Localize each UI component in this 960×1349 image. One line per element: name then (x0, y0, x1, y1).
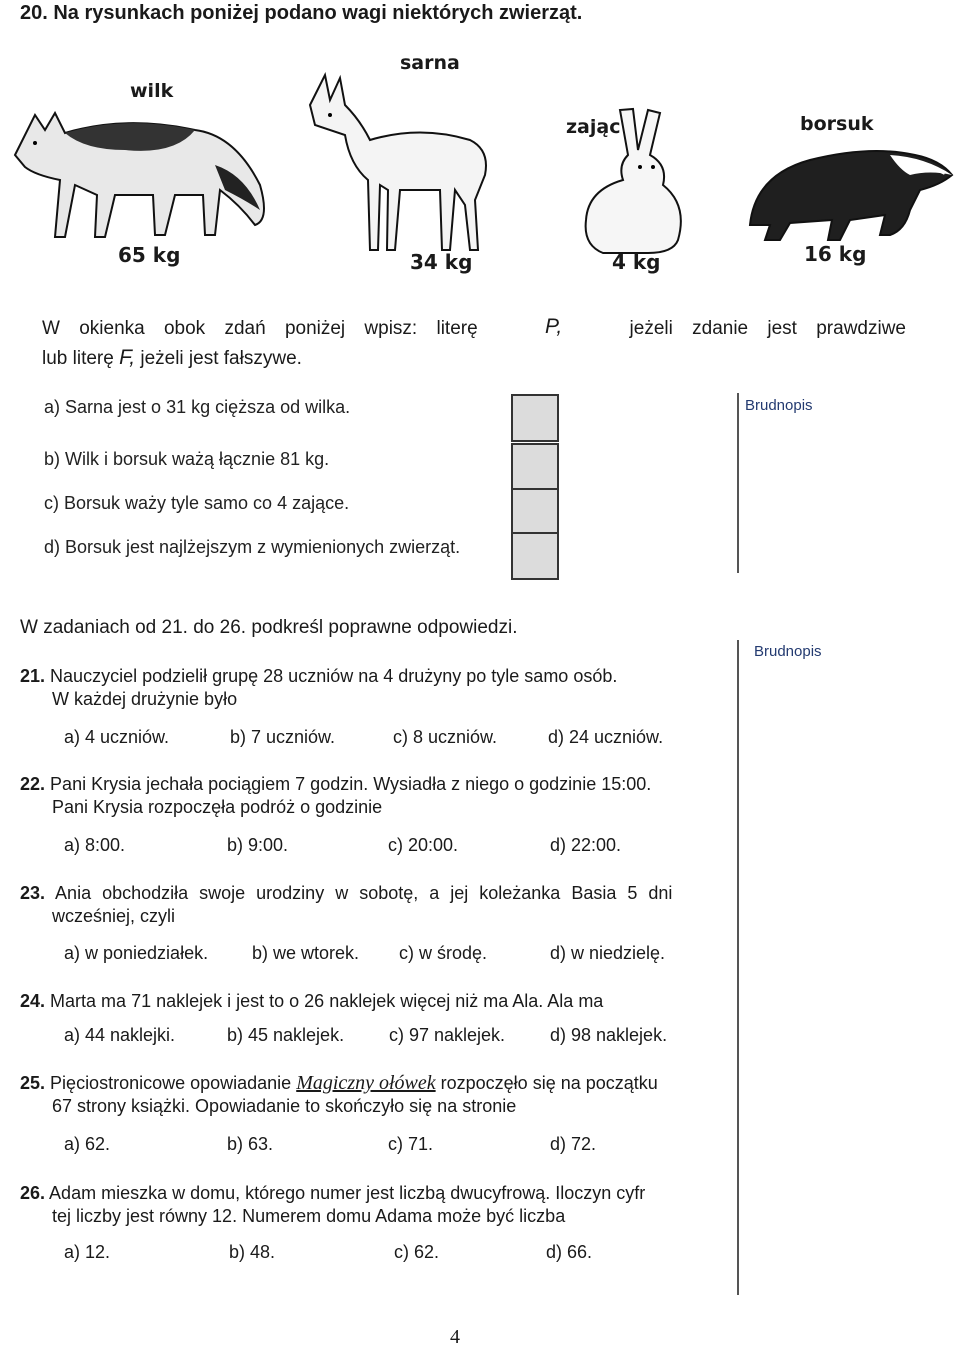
question-22-line-2: Pani Krysia rozpoczęła podróż o godzinie (52, 797, 383, 817)
q23-option-c[interactable]: c) w środę. (399, 943, 488, 963)
answer-box-a[interactable] (511, 394, 559, 442)
q21-option-c[interactable]: c) 8 uczniów. (393, 727, 498, 747)
page-number: 4 (450, 1326, 460, 1348)
story-title: Magiczny ołówek (296, 1072, 436, 1094)
deer-image (290, 70, 500, 260)
letter-f: F, (119, 346, 136, 369)
q25-option-b[interactable]: b) 63. (227, 1134, 274, 1154)
q22-option-b[interactable]: b) 9:00. (227, 835, 289, 855)
badger-image (740, 135, 955, 245)
q24-option-d[interactable]: d) 98 naklejek. (550, 1025, 668, 1045)
instruction-line-2: lub literę F, jeżeli jest fałszywe. (42, 346, 302, 369)
question-26: 26. Adam mieszka w domu, którego numer jest liczbą dwucyfrową. Iloczyn cyfr (20, 1183, 646, 1203)
q25-option-d[interactable]: d) 72. (550, 1134, 597, 1154)
rabbit-weight: 4 kg (612, 250, 661, 274)
badger-name: borsuk (800, 113, 874, 135)
scratch-divider-2 (737, 640, 739, 1295)
q26-option-c[interactable]: c) 62. (394, 1242, 440, 1262)
q25-option-a[interactable]: a) 62. (64, 1134, 111, 1154)
scratch-label-2: Brudnopis (754, 643, 822, 660)
q22-option-c[interactable]: c) 20:00. (388, 835, 459, 855)
q23-option-a[interactable]: a) w poniedziałek. (64, 943, 209, 963)
question-24: 24. Marta ma 71 naklejek i jest to o 26 naklejek więcej niż ma Ala. Ala ma (20, 991, 604, 1011)
letter-p: P, (545, 315, 563, 338)
statement-b: b) Wilk i borsuk ważą łącznie 81 kg. (44, 449, 330, 469)
q24-option-c[interactable]: c) 97 naklejek. (389, 1025, 506, 1045)
answer-box-d[interactable] (511, 532, 559, 580)
wolf-weight: 65 kg (118, 243, 181, 267)
question-22: 22. Pani Krysia jechała pociągiem 7 godzin. Wysiadła z niego o godzinie 15:00. (20, 774, 652, 794)
question-23: 23. Ania obchodziła swoje urodziny w sobotę, a jej koleżanka Basia 5 dni (20, 883, 673, 903)
q23-option-b[interactable]: b) we wtorek. (252, 943, 360, 963)
q23-option-d[interactable]: d) w niedzielę. (550, 943, 666, 963)
q21-option-d[interactable]: d) 24 uczniów. (548, 727, 664, 747)
q24-option-a[interactable]: a) 44 naklejki. (64, 1025, 176, 1045)
question-21-line-2: W każdej drużynie było (52, 689, 238, 709)
q21-option-a[interactable]: a) 4 uczniów. (64, 727, 170, 747)
q21-option-b[interactable]: b) 7 uczniów. (230, 727, 336, 747)
statement-a: a) Sarna jest o 31 kg cięższa od wilka. (44, 397, 351, 417)
badger-weight: 16 kg (804, 242, 867, 266)
q24-option-b[interactable]: b) 45 naklejek. (227, 1025, 345, 1045)
q26-option-d[interactable]: d) 66. (546, 1242, 593, 1262)
statement-d: d) Borsuk jest najlżejszym z wymienionych zwierząt. (44, 537, 461, 557)
q26-option-a[interactable]: a) 12. (64, 1242, 111, 1262)
q22-option-a[interactable]: a) 8:00. (64, 835, 126, 855)
q22-option-d[interactable]: d) 22:00. (550, 835, 622, 855)
q26-option-b[interactable]: b) 48. (229, 1242, 276, 1262)
wolf-image (5, 95, 275, 245)
question-21: 21. Nauczyciel podzielił grupę 28 uczniów na 4 drużyny po tyle samo osób. (20, 666, 618, 686)
statement-c: c) Borsuk waży tyle samo co 4 zające. (44, 493, 350, 513)
question-25-line-2: 67 strony książki. Opowiadanie to skończyło się na stronie (52, 1096, 517, 1116)
question-25: 25. Pięciostronicowe opowiadanie Magiczny ołówek rozpoczęło się na początku (20, 1072, 658, 1094)
section-header: W zadaniach od 21. do 26. podkreśl poprawne odpowiedzi. (20, 617, 518, 638)
scratch-divider-1 (737, 393, 739, 573)
rabbit-image (578, 105, 688, 255)
answer-box-b[interactable] (511, 443, 559, 491)
answer-box-c[interactable] (511, 488, 559, 536)
deer-weight: 34 kg (410, 250, 473, 274)
scratch-label-1: Brudnopis (745, 397, 813, 414)
deer-name: sarna (400, 52, 460, 74)
wolf-name: wilk (130, 80, 174, 102)
rabbit-name: zając (566, 116, 621, 138)
task-20-title: 20. Na rysunkach poniżej podano wagi niektórych zwierząt. (20, 2, 583, 24)
question-23-line-2: wcześniej, czyli (52, 906, 176, 926)
instruction-line-1: W okienka obok zdań poniżej wpisz: literę P, jeżeli zdanie jest prawdziwe (42, 315, 906, 339)
question-26-line-2: tej liczby jest równy 12. Numerem domu Adama może być liczba (52, 1206, 566, 1226)
q25-option-c[interactable]: c) 71. (388, 1134, 434, 1154)
